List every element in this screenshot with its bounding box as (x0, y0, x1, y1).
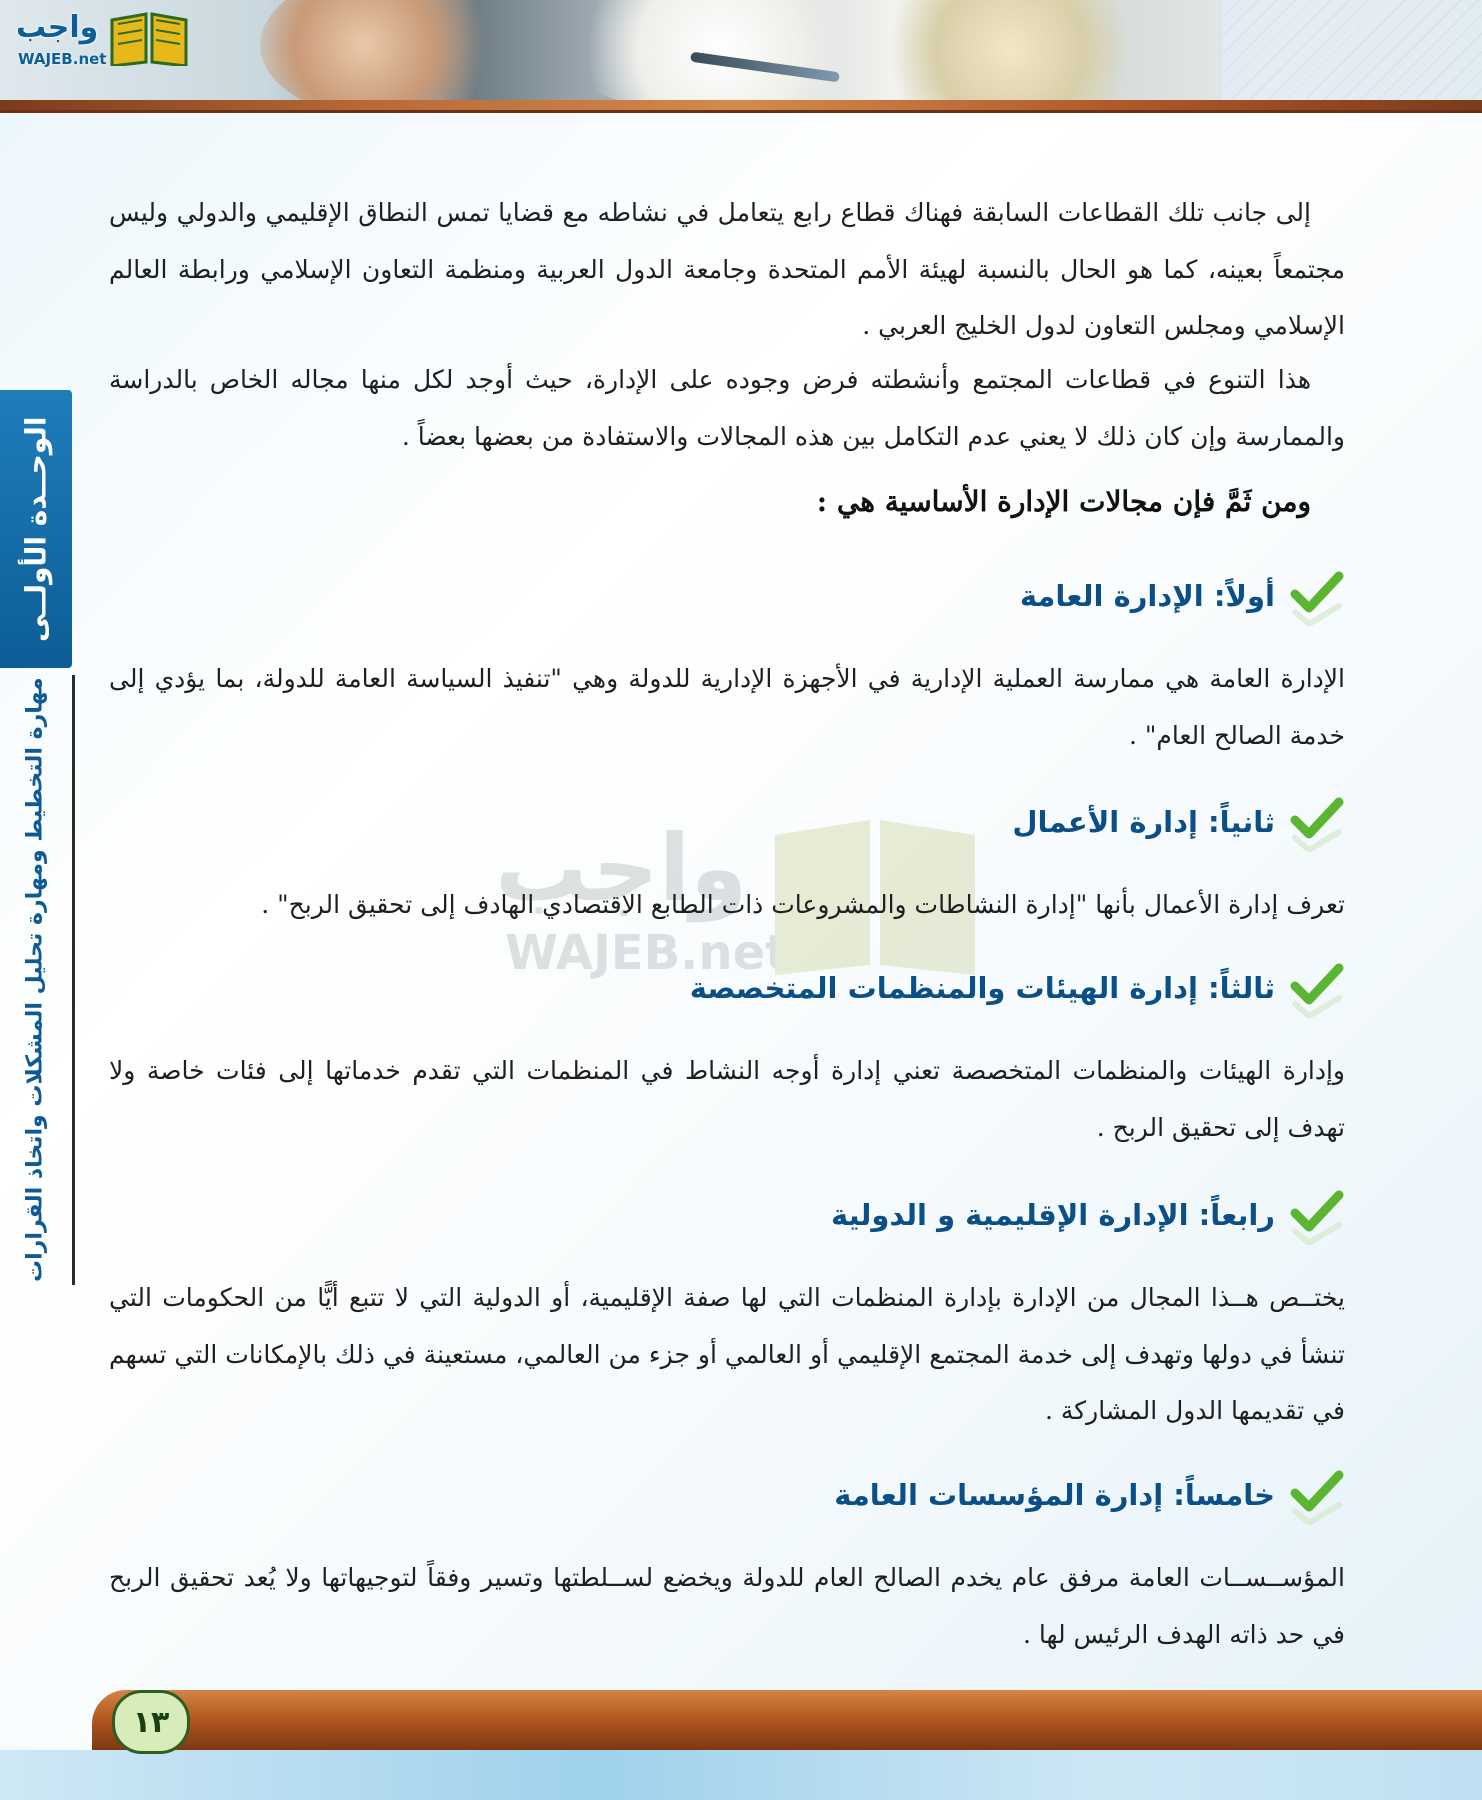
logo-word: واجب (16, 10, 99, 45)
footer-bar (92, 1690, 1482, 1750)
check-icon (1289, 1185, 1345, 1245)
check-icon (1289, 792, 1345, 852)
section-body-4: يختــص هــذا المجال من الإدارة بإدارة المنظمات التي لها صفة الإقليمية، أو الدولية التي لا تتبع أيًّا من الحكومات التي تنشأ في دولها وتهدف إلى خدمة المجتمع الإقليمي أو العالمي أو جزء من العالمي، مستعينة في ذلك بالإمكانات التي تسهم في تقديمها الدول المشاركة . (109, 1283, 1345, 1425)
blueprint-image (1222, 0, 1482, 100)
section-heading-5: خامساً: إدارة المؤسسات العامة (834, 1460, 1345, 1530)
check-icon (1289, 958, 1345, 1018)
header-photo (0, 0, 1482, 100)
header-rule (0, 100, 1482, 110)
logo-net: WAJEB.net (18, 50, 107, 68)
lead-sentence: ومن ثَمَّ فإن مجالات الإدارة الأساسية هي : (816, 485, 1311, 518)
intro-paragraph-1: إلى جانب تلك القطاعات السابقة فهناك قطاع رابع يتعامل في نشاطه مع قضايا تمس النطاق الإقليمي والدولي وليس مجتمعاً بعينه، كما هو الحال بالنسبة لهيئة الأمم المتحدة وجامعة الدول العربية ومنظمة التعاون الإسلامي ورابطة العالم الإسلامي ومجلس التعاون لدول الخليج العربي . (109, 198, 1345, 340)
section-body-1: الإدارة العامة هي ممارسة العملية الإدارية في الأجهزة الإدارية للدولة وهي "تنفيذ السياسة العامة للدولة، بما يؤدي إلى خدمة الصالح العام" . (109, 664, 1345, 750)
book-logo-icon (108, 10, 190, 66)
unit-tab-label: الوحــدة الأولــى (19, 416, 53, 642)
section-body-3: وإدارة الهيئات والمنظمات المتخصصة تعني إدارة أوجه النشاط في المنظمات التي تقدم خدماتها إلى فئات خاصة ولا تهدف إلى تحقيق الربح . (109, 1056, 1345, 1142)
section-heading-4: رابعاً: الإدارة الإقليمية و الدولية (831, 1180, 1345, 1250)
check-icon (1289, 566, 1345, 626)
section-body-2: تعرف إدارة الأعمال بأنها "إدارة النشاطات والمشروعات ذات الطابع الاقتصادي الهادف إلى تحقيق الربح" . (261, 890, 1345, 919)
intro-paragraph-2: هذا التنوع في قطاعات المجتمع وأنشطته فرض وجوده على الإدارة، حيث أوجد لكل منها مجاله الخاص بالدراسة والممارسة وإن كان ذلك لا يعني عدم التكامل بين هذه المجالات والاستفادة من بعضها بعضاً . (109, 365, 1345, 451)
check-icon (1289, 1465, 1345, 1525)
section-body-5: المؤســســات العامة مرفق عام يخدم الصالح العام للدولة ويخضع لســلطتها وتسير وفقاً لتوجيهاتها ولا يُعد تحقيق الربح في حد ذاته الهدف الرئيس لها . (109, 1563, 1345, 1649)
footer-wave (0, 1750, 1482, 1800)
watermark: واجب WAJEB.net (495, 815, 995, 985)
unit-subtitle (0, 675, 75, 1285)
section-heading-3: ثالثاً: إدارة الهيئات والمنظمات المتخصصة (690, 953, 1345, 1023)
unit-tab (0, 390, 72, 668)
unit-subtitle-label: مهارة التخطيط ومهارة تحليل المشكلات واتخاذ القرارات (22, 677, 48, 1283)
section-heading-2: ثانياً: إدارة الأعمال (1012, 787, 1345, 857)
wajeb-logo[interactable] (12, 8, 192, 70)
page-number: ١٣ (112, 1690, 190, 1754)
section-heading-1: أولاً: الإدارة العامة (1020, 561, 1345, 631)
